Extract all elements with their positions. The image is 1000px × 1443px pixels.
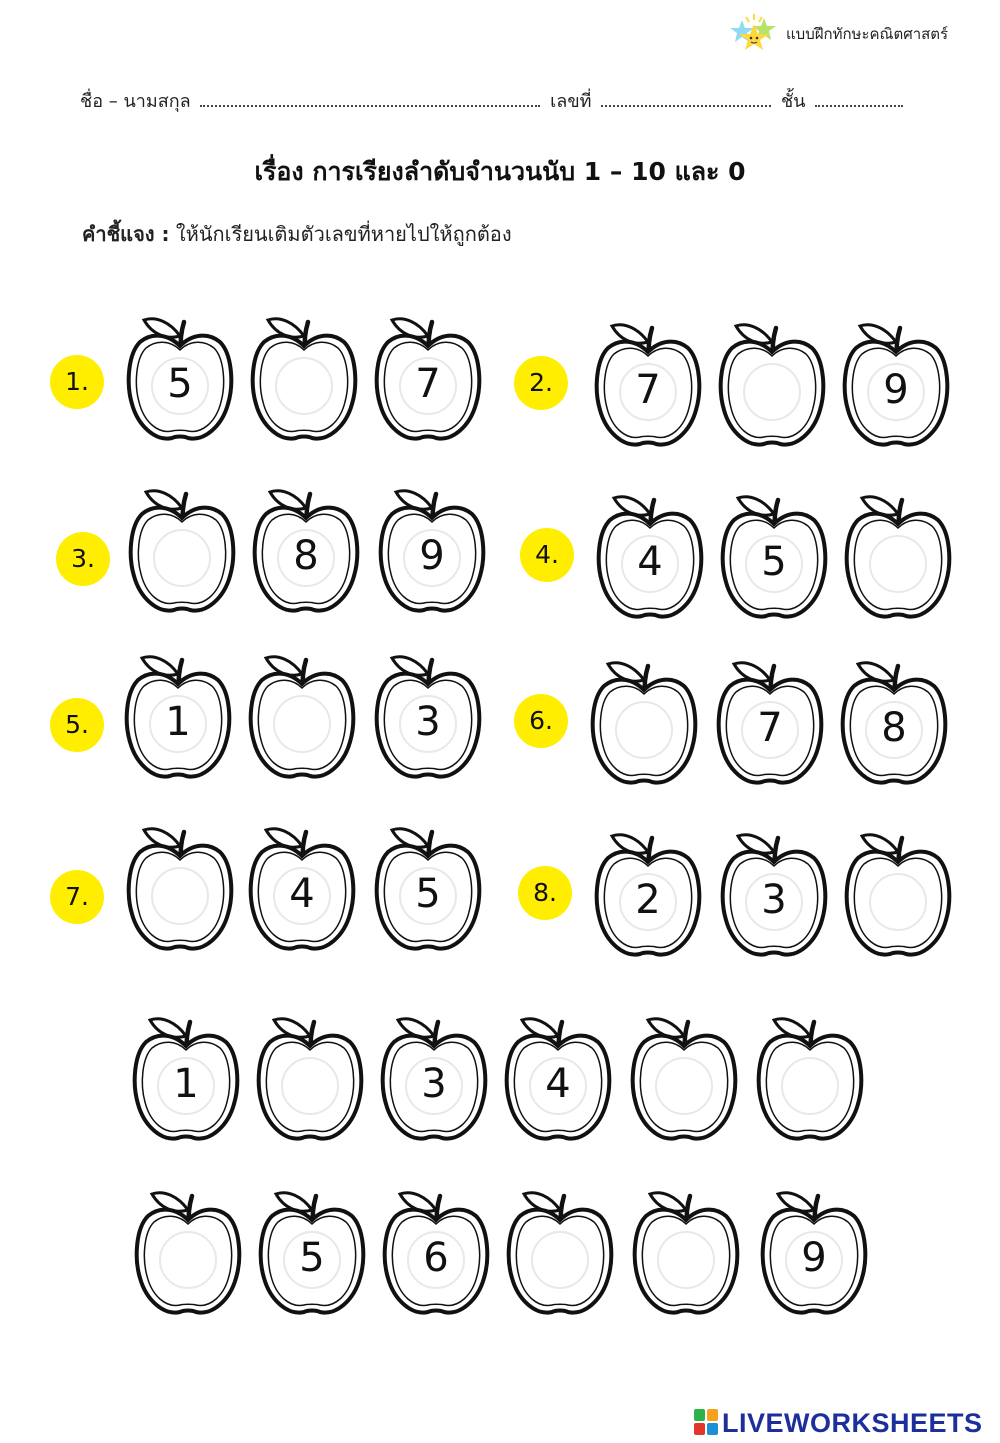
apple-number-text: 7 (757, 705, 783, 751)
question-number-badge: 4. (520, 528, 574, 582)
class-label: ชั้น (780, 91, 806, 112)
question-number-badge: 8. (518, 866, 572, 920)
apple-number (248, 822, 356, 958)
apple-icon (632, 1186, 740, 1322)
apple-icon (128, 484, 236, 620)
footer-brand (694, 1408, 983, 1439)
apple-number-text: 9 (801, 1235, 827, 1281)
footer-text: LIVEWORKSHEETS (722, 1408, 983, 1438)
apple-answer-blank[interactable] (126, 822, 234, 958)
apple-number-text: 9 (419, 533, 445, 579)
star-cluster-icon (728, 12, 780, 56)
apple-number-text: 4 (545, 1061, 571, 1107)
apple-number-text: 2 (635, 877, 661, 923)
apple-number (594, 318, 702, 454)
apple-icon (844, 828, 952, 964)
name-field[interactable] (200, 91, 540, 107)
apple-answer-blank[interactable] (718, 318, 826, 454)
apple-answer-blank[interactable] (756, 1012, 864, 1148)
class-field[interactable] (815, 91, 903, 107)
apple-icon (756, 1012, 864, 1148)
apple-number-text: 6 (423, 1235, 449, 1281)
apple-answer-blank[interactable] (250, 312, 358, 448)
number-field[interactable] (601, 91, 771, 107)
apple-number-text: 8 (881, 705, 907, 751)
apple-number (594, 828, 702, 964)
student-info-line (80, 86, 920, 115)
apple-answer-blank[interactable] (134, 1186, 242, 1322)
apple-number-text: 3 (761, 877, 787, 923)
apple-answer-blank[interactable] (630, 1012, 738, 1148)
apple-number (760, 1186, 868, 1322)
apple-number (374, 650, 482, 786)
apple-number (126, 312, 234, 448)
apple-number-text: 3 (415, 699, 441, 745)
apple-answer-blank[interactable] (844, 828, 952, 964)
liveworksheets-logo-icon (694, 1409, 718, 1439)
apple-number-text: 8 (293, 533, 319, 579)
apple-icon (630, 1012, 738, 1148)
number-label: เลขที่ (550, 91, 592, 112)
apple-number (720, 490, 828, 626)
apple-icon (126, 822, 234, 958)
apple-number (252, 484, 360, 620)
apple-number (596, 490, 704, 626)
apple-number-text: 1 (173, 1061, 199, 1107)
brand-header (728, 12, 948, 56)
apple-number (842, 318, 950, 454)
apple-answer-blank[interactable] (128, 484, 236, 620)
apple-number-text: 5 (761, 539, 787, 585)
apple-icon (134, 1186, 242, 1322)
instruction (82, 218, 512, 250)
question-number-badge: 5. (50, 698, 104, 752)
apple-number (840, 656, 948, 792)
instruction-label: คำชี้แจง : (82, 222, 170, 246)
apple-icon (718, 318, 826, 454)
apple-number (380, 1012, 488, 1148)
question-number-badge: 1. (50, 355, 104, 409)
apple-number (132, 1012, 240, 1148)
apple-number-text: 7 (415, 361, 441, 407)
apple-answer-blank[interactable] (248, 650, 356, 786)
apple-icon (590, 656, 698, 792)
apple-icon (250, 312, 358, 448)
apple-number-text: 5 (167, 361, 193, 407)
brand-text: แบบฝึกทักษะคณิตศาสตร์ (786, 25, 949, 43)
instruction-text: ให้นักเรียนเติมตัวเลขที่หายไปให้ถูกต้อง (175, 222, 512, 246)
apple-number (374, 312, 482, 448)
apple-number (374, 822, 482, 958)
name-label: ชื่อ – นามสกุล (80, 91, 191, 112)
apple-answer-blank[interactable] (590, 656, 698, 792)
apple-icon (256, 1012, 364, 1148)
apple-number (504, 1012, 612, 1148)
question-number-badge: 6. (514, 694, 568, 748)
apple-answer-blank[interactable] (256, 1012, 364, 1148)
apple-number (258, 1186, 366, 1322)
apple-icon (506, 1186, 614, 1322)
apple-number-text: 4 (289, 871, 315, 917)
page-title: เรื่อง การเรียงลำดับจำนวนนับ 1 – 10 และ 0 (254, 157, 746, 186)
apple-icon (844, 490, 952, 626)
apple-number-text: 1 (165, 699, 191, 745)
apple-number-text: 7 (635, 367, 661, 413)
apple-number (720, 828, 828, 964)
apple-number-text: 5 (415, 871, 441, 917)
apple-icon (248, 650, 356, 786)
apple-number-text: 3 (421, 1061, 447, 1107)
apple-number-text: 5 (299, 1235, 325, 1281)
apple-number (382, 1186, 490, 1322)
question-number-badge: 2. (514, 356, 568, 410)
question-number-badge: 7. (50, 870, 104, 924)
apple-number (378, 484, 486, 620)
apple-answer-blank[interactable] (632, 1186, 740, 1322)
apple-number-text: 9 (883, 367, 909, 413)
apple-number (124, 650, 232, 786)
apple-answer-blank[interactable] (506, 1186, 614, 1322)
apple-number-text: 4 (637, 539, 663, 585)
apple-answer-blank[interactable] (844, 490, 952, 626)
apple-number (716, 656, 824, 792)
question-number-badge: 3. (56, 532, 110, 586)
